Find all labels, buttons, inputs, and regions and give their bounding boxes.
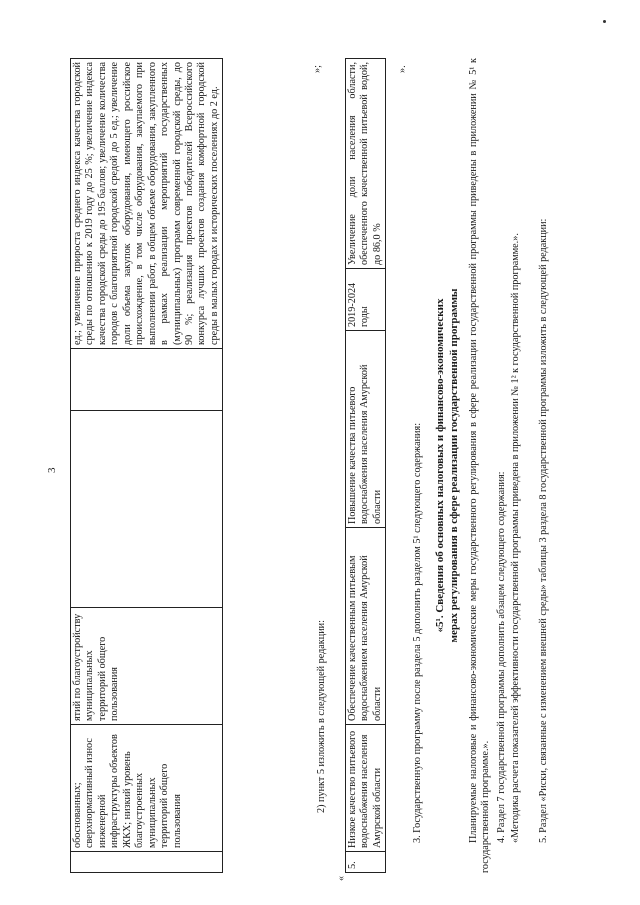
- table-row: [71, 59, 223, 873]
- table-row: [346, 59, 386, 873]
- table-cell-problem: обоснованных; сверхнормативный износ инженерной инфраструктуры объектов ЖКХ; низкий уровень благоустроенных муниципальных территорий общего пользования: [71, 725, 223, 852]
- section-title-line-2: мерах регулирования в сфере реализации государственной программы: [448, 288, 460, 643]
- rotated-content: [40, 48, 600, 883]
- table-cell-indicators: ед.; увеличение прироста среднего индекса качества городской среды по отношению к 2019 году до 25 %; увеличение индекса качества городской среды до 195 баллов; увеличение количества городов с благоприятной городской средой до 5 ед.; увеличение доли объема закупок оборудования, имеющего российское происхождение, в том числе оборудования, закупаемого при выполнении работ, в общем объеме оборудования, закупленного в рамках реализации мероприятий государственных (муниципальных) программ современной городской среды, до 90 %; реализация проектов победителей Всероссийского конкурса лучших проектов создания комфортной городской среды в малых городах и исторических поселениях до 2 ед.: [71, 59, 223, 349]
- table-cell-task: Обеспечение качественным питьевым водоснабжением населения Амурской области: [346, 528, 386, 725]
- paragraph-tax-measures: Планируемые налоговые и финансово-экономические меры государственного регулирования в сфере реализации государственной программы приведены в приложении № 5¹ к государственной программе.».: [468, 58, 492, 873]
- table-cell-empty: [71, 852, 223, 873]
- table2-open-quote: «: [336, 875, 347, 881]
- item-3-text: 3. Государственную программу после раздела 5 дополнить разделом 5¹ следующего содержания:: [412, 422, 423, 843]
- table-cell-problem: Низкое качество питьевого водоснабжения населения Амурской области: [346, 725, 386, 852]
- table-cell-empty: [71, 411, 223, 608]
- table-cell-result: Повышение качества питьевого водоснабжения населения Амурской области: [346, 331, 386, 528]
- table-cell-empty: [71, 349, 223, 411]
- table-cell-number: 5.: [346, 852, 386, 873]
- page-number: 3: [46, 467, 58, 473]
- table-cell-task: ятий по благоустройству муниципальных территорий общего пользования: [71, 608, 223, 725]
- table-risks-continued: [70, 58, 223, 873]
- item-2-text: 2) пункт 5 изложить в следующей редакции:: [316, 620, 327, 813]
- paragraph-methodology: «Методика расчета показателей эффективности государственной программы приведена в приложении № 1² к государственной программе.».: [510, 233, 521, 843]
- paragraph-item-5: 5. Раздел «Риски, связанные с изменением внешней среды» таблицы 3 раздела 8 государственной программы изложить в следующей редакции:: [538, 218, 549, 843]
- paragraph-item-4: 4. Раздел 7 государственной программы дополнить абзацем следующего содержания:: [496, 471, 507, 843]
- table2-closing-quote: ».: [397, 65, 408, 73]
- section-title-line-1: «5¹. Сведения об основных налоговых и финансово-экономических: [434, 298, 446, 633]
- table-cell-indicator: Увеличение доли населения области, обеспеченного качественной питьевой водой, до 86,0 %: [346, 59, 386, 269]
- scan-speck: [603, 20, 606, 23]
- table-cell-period: 2019-2024 годы: [346, 269, 386, 331]
- table-closing-quote: »;: [312, 65, 323, 73]
- table-item-5: [345, 58, 386, 873]
